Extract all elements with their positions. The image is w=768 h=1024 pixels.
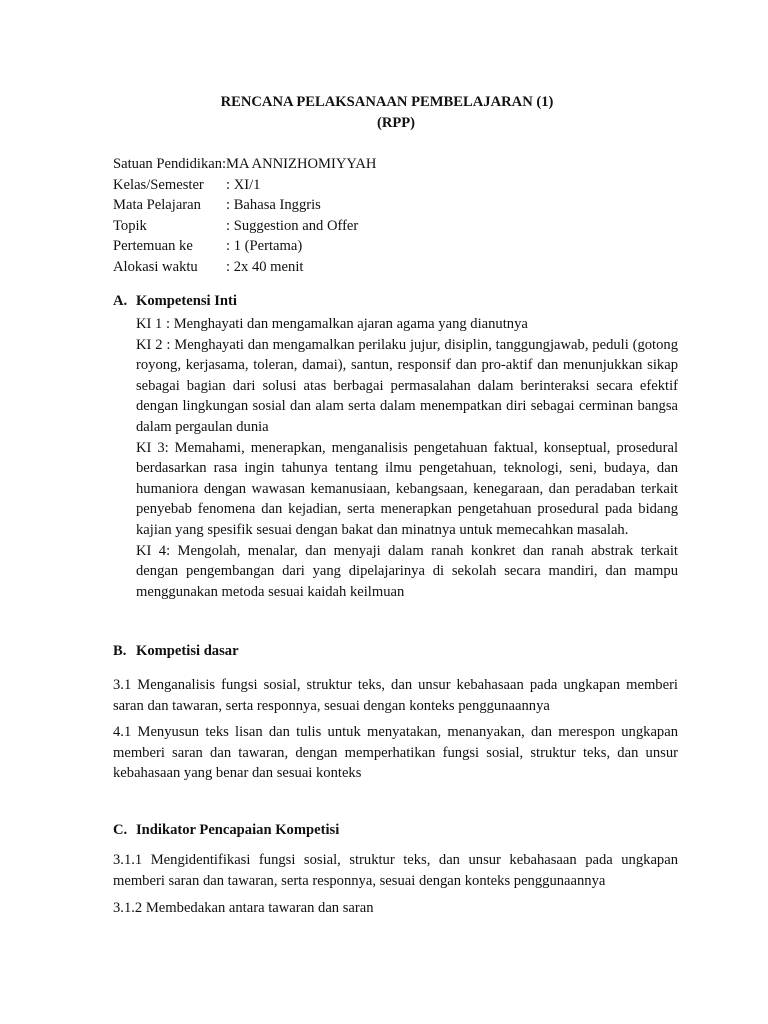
meta-label: Pertemuan ke	[113, 238, 193, 255]
title-line-2: (RPP)	[376, 114, 416, 131]
meta-row-school	[113, 154, 376, 175]
basic-competency-3-1	[113, 675, 678, 716]
section-c-heading	[113, 820, 339, 841]
ki-4: KI 4: Mengolah, menalar, dan menyaji dalam ranah konkret dan ranah abstrak terkait dengan pengembangan dari yang dipelajarinya di sekolah secara mandiri, dan mampu menggunakan metoda sesuai kaidah keilmuan	[136, 542, 678, 600]
ki-2: KI 2 : Menghayati dan mengamalkan perilaku jujur, disiplin, tanggungjawab, peduli (gotong royong, kerjasama, toleran, damai), santun, responsif dan pro-aktif dan menunjukkan sikap sebagai bagian dari solusi atas berbagai permasalahan dalam berinteraksi secara efektif dengan lingkungan sosial dan alam serta dalam menempatkan diri sebagai cerminan bangsa dalam pergaulan dunia	[136, 336, 678, 435]
indicator-3-1-1	[113, 850, 678, 891]
indicator-3-1-2	[113, 898, 678, 919]
identity-table	[113, 154, 376, 278]
section-title: Indikator Pencapaian Kompetisi	[136, 822, 340, 838]
core-competencies	[136, 314, 678, 602]
title-line-1: RENCANA PELAKSANAAN PEMBELAJARAN (1)	[220, 94, 554, 110]
meta-value: : 1 (Pertama)	[226, 238, 303, 255]
meta-row-meeting	[113, 236, 376, 257]
meta-row-topic	[113, 216, 376, 237]
section-b-heading	[113, 641, 239, 662]
meta-label: Topik	[113, 217, 147, 234]
ki-1: KI 1 : Menghayati dan mengamalkan ajaran agama yang dianutnya	[136, 316, 528, 332]
meta-label: Mata Pelajaran	[113, 197, 201, 214]
meta-row-subject	[113, 195, 376, 216]
section-title: Kompetisi dasar	[136, 643, 239, 659]
meta-value: : XI/1	[226, 176, 261, 193]
section-a-heading	[113, 291, 237, 312]
meta-label: Satuan Pendidikan:	[113, 156, 227, 172]
paragraph: 3.1.1 Mengidentifikasi fungsi sosial, struktur teks, dan unsur kebahasaan pada ungkapan memberi saran dan tawaran, serta responnya, sesuai dengan konteks penggunaannya	[113, 852, 678, 889]
paragraph: 4.1 Menyusun teks lisan dan tulis untuk menyatakan, menanyakan, dan merespon ungkapan memberi saran dan tawaran, dengan memperhatikan fungsi sosial, struktur teks, dan unsur kebahasaan yang benar dan sesuai konteks	[113, 724, 678, 782]
section-letter: B.	[113, 643, 127, 659]
meta-value: : 2x 40 menit	[226, 258, 304, 275]
meta-label: Alokasi waktu	[113, 258, 198, 275]
meta-value: : Suggestion and Offer	[226, 217, 359, 234]
section-title: Kompetensi Inti	[136, 293, 237, 309]
section-letter: C.	[113, 822, 128, 838]
meta-row-time	[113, 257, 376, 278]
section-letter: A.	[113, 293, 128, 309]
meta-label: Kelas/Semester	[113, 176, 204, 193]
paragraph: 3.1 Menganalisis fungsi sosial, struktur teks, dan unsur kebahasaan pada ungkapan memberi saran dan tawaran, serta responnya, sesuai dengan konteks penggunaannya	[113, 677, 678, 714]
basic-competency-4-1	[113, 722, 678, 784]
meta-row-class	[113, 175, 376, 196]
document-title	[0, 92, 768, 133]
meta-value: : Bahasa Inggris	[226, 197, 321, 214]
ki-3: KI 3: Memahami, menerapkan, menganalisis pengetahuan faktual, konseptual, prosedural berdasarkan rasa ingin tahunya tentang ilmu pengetahuan, teknologi, seni, budaya, dan humaniora dengan wawasan kemanusiaan, kebangsaan, kenegaraan, dan peradaban terkait penyebab fenomena dan kejadian, serta menerapkan pengetahuan prosedural pada bidang kajian yang spesifik sesuai dengan bakat dan minatnya untuk memecahkan masalah.	[136, 439, 678, 538]
paragraph: 3.1.2 Membedakan antara tawaran dan saran	[113, 900, 374, 916]
meta-value: MA ANNIZHOMIYYAH	[226, 156, 377, 172]
